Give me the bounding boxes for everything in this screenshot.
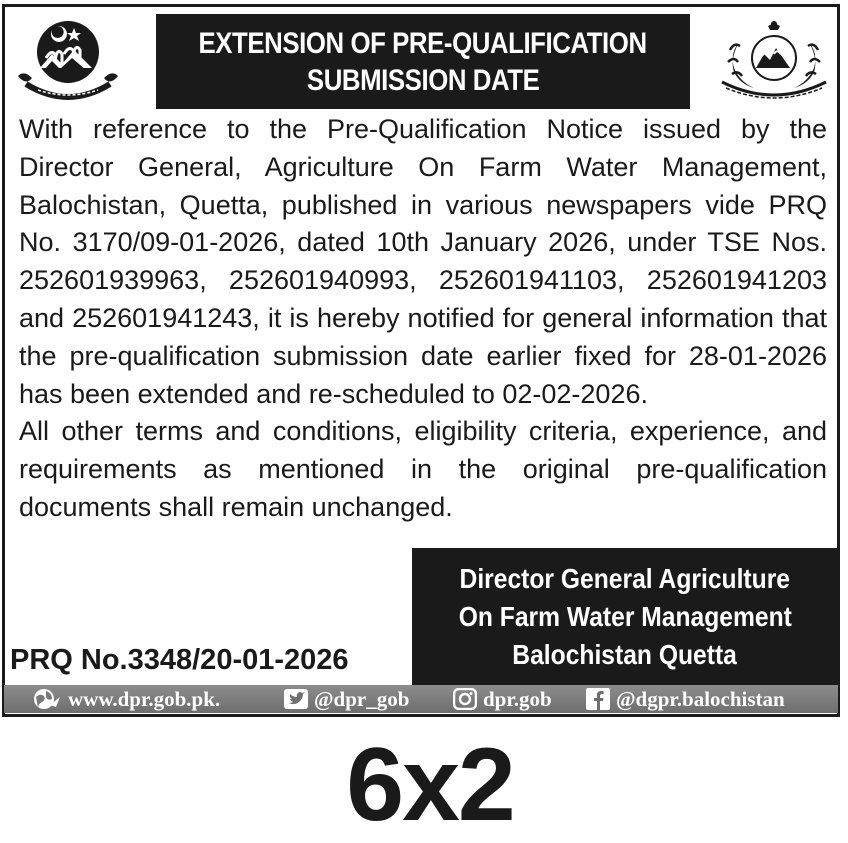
notice-body: [19, 111, 827, 527]
social-media-bar: [4, 685, 838, 713]
website-link[interactable]: [30, 686, 220, 712]
notice-title-line-2: SUBMISSION DATE: [306, 63, 540, 97]
dgpr-emblem-icon: [716, 16, 832, 100]
globe-icon: [30, 687, 62, 711]
twitter-icon: [284, 689, 308, 709]
twitter-link[interactable]: [284, 686, 409, 712]
website-text: www.dpr.gob.pk.: [68, 686, 221, 711]
signature-line-3: Balochistan Quetta: [512, 638, 738, 670]
signature-line-2: On Farm Water Management: [458, 600, 792, 632]
body-paragraph-2: All other terms and conditions, eligibility criteria, experience, and requirements as mentioned in the original pre-qualification documents shall remain unchanged.: [19, 416, 827, 522]
signature-block: [412, 548, 838, 685]
instagram-icon: [453, 688, 477, 710]
instagram-link[interactable]: [453, 686, 552, 712]
facebook-handle: @dgpr.balochistan: [616, 686, 785, 711]
balochistan-emblem-icon: [14, 14, 122, 102]
signature-line-1: Director General Agriculture: [459, 562, 791, 594]
prq-reference-number: PRQ No.3348/20-01-2026: [10, 644, 349, 676]
facebook-icon: [586, 688, 610, 710]
facebook-link[interactable]: [586, 686, 785, 712]
instagram-handle: dpr.gob: [483, 686, 552, 711]
notice-title-banner: [156, 14, 690, 109]
ad-size-label: 6x2: [346, 727, 514, 843]
body-paragraph-1: With reference to the Pre-Qualification Notice issued by the Director General, Agriculture On Farm Water Management, Balochistan, Quetta, published in various newspapers vide PRQ No. 3170/09-01-2026, dated 10th January 2026, under TSE Nos. 252601939963, 252601940993, 252601941103, 252601941203 and 252601941243, it is hereby notified for general information that the pre-qualification submission date earlier fixed for 28-01-2026 has been extended and re-scheduled to 02-02-2026.: [19, 114, 827, 409]
twitter-handle: @dpr_gob: [314, 686, 410, 711]
notice-title-line-1: EXTENSION OF PRE-QUALIFICATION: [198, 26, 648, 60]
